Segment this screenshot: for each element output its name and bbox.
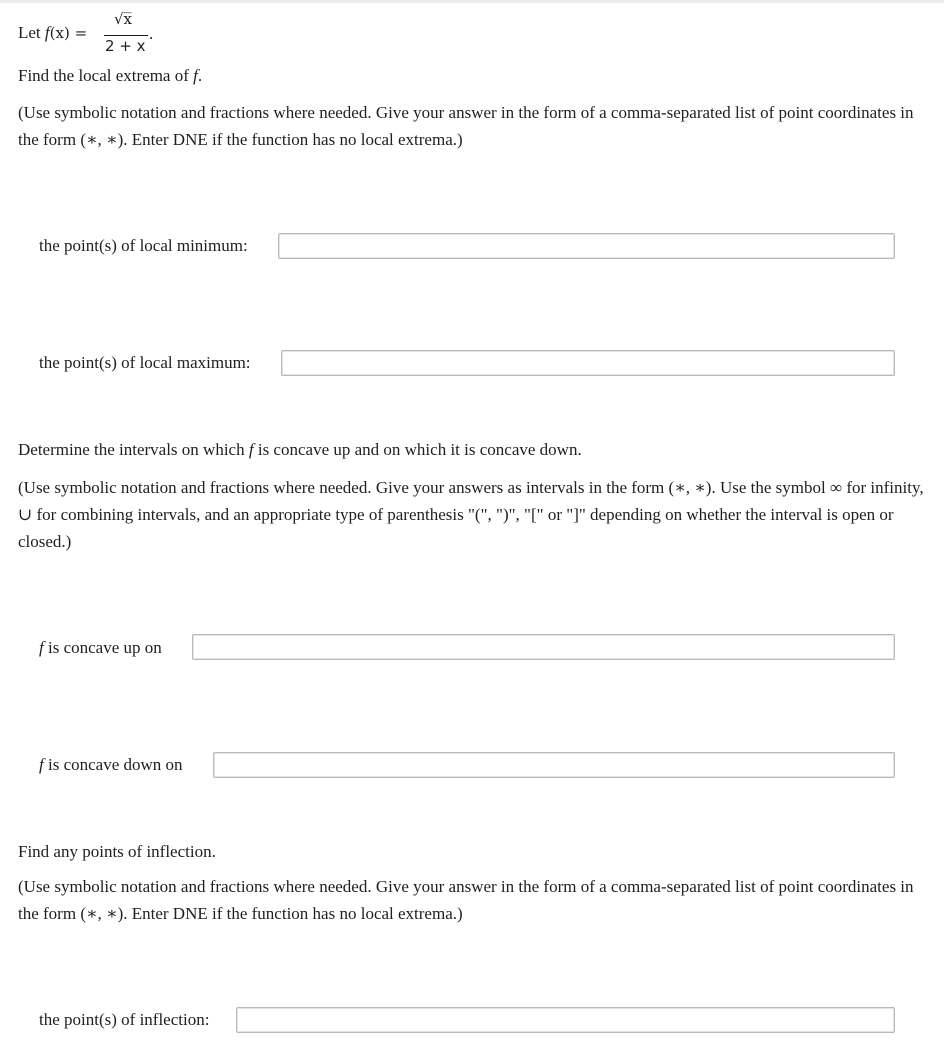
inflection-prompt: Find any points of inflection.: [18, 842, 216, 861]
extrema-instructions: (Use symbolic notation and fractions where needed. Give your answer in the form of a comma-separated list of point coordinates in the form (∗, ∗). Enter DNE if the function has no local extrema.): [18, 103, 914, 149]
concavity-f-symbol: f: [248, 440, 254, 459]
extrema-f-symbol: f: [193, 66, 198, 85]
concave-down-label: f is concave down on: [39, 755, 183, 774]
function-definition: [18, 23, 87, 43]
inflection-input[interactable]: [236, 1007, 895, 1033]
concave-up-f-symbol: f: [39, 638, 44, 657]
local-max-input[interactable]: [281, 350, 895, 376]
fraction-bar: [104, 35, 148, 36]
definition-period: .: [149, 24, 154, 43]
concavity-instructions: (Use symbolic notation and fractions where needed. Give your answers as intervals in the form (∗, ∗). Use the symbol ∞ for infinity, ∪ for combining intervals, and an appropriate type of parenthesis "(", ")", "[" or "]" depending on whether the interval is open or closed.): [18, 478, 924, 551]
extrema-prompt: Find the local extrema of f.: [18, 66, 203, 85]
concave-up-input[interactable]: [192, 634, 895, 660]
inflection-instructions: (Use symbolic notation and fractions where needed. Give your answer in the form of a comma-separated list of point coordinates in the form (∗, ∗). Enter DNE if the function has no local extrema.): [18, 877, 914, 923]
local-max-label: the point(s) of local maximum:: [39, 353, 251, 372]
function-argument: (x) =: [49, 24, 88, 42]
top-divider: [0, 0, 944, 3]
local-min-input[interactable]: [278, 233, 895, 259]
fraction-denominator: 2 + x: [105, 37, 146, 55]
fraction-numerator: √x̅: [114, 10, 133, 28]
concave-up-label: f is concave up on: [39, 638, 162, 657]
function-symbol: f: [44, 23, 50, 42]
local-min-label: the point(s) of local minimum:: [39, 236, 248, 255]
concavity-prompt: Determine the intervals on which f is concave up and on which it is concave down.: [18, 440, 582, 459]
concave-down-f-symbol: f: [39, 755, 44, 774]
inflection-label: the point(s) of inflection:: [39, 1010, 210, 1029]
let-text: Let: [18, 23, 41, 42]
function-fraction: [104, 10, 152, 56]
concave-down-input[interactable]: [213, 752, 895, 778]
